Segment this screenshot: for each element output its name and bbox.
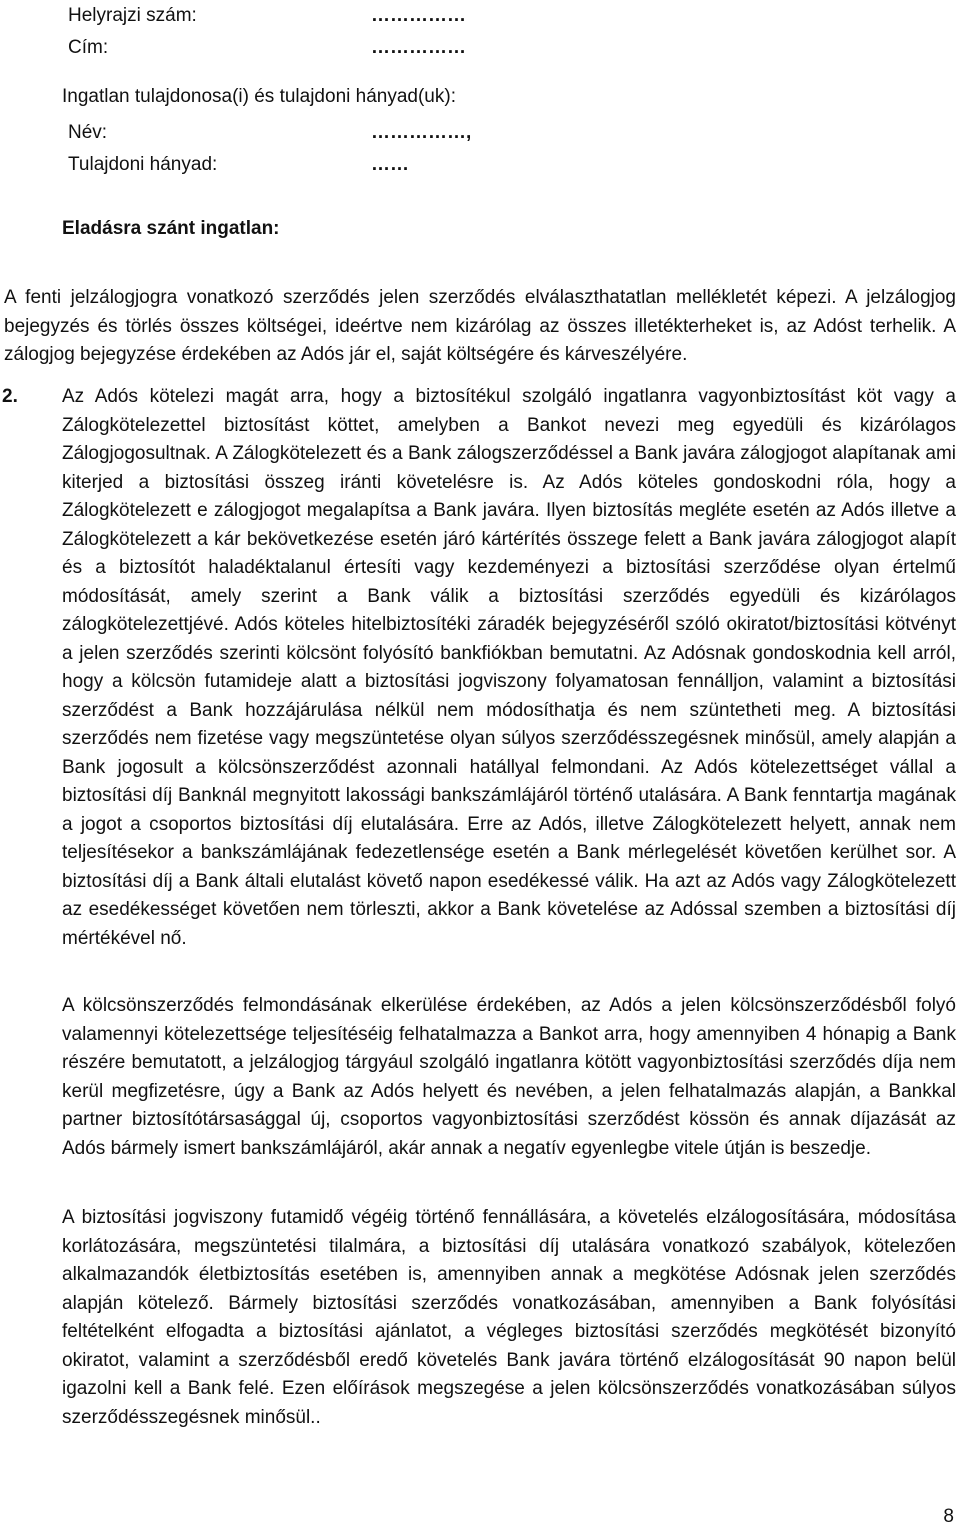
paragraph-4: A biztosítási jogviszony futamidő végéig történő fennállására, a követelés elzálogosítására, módosítása korlátozására, megszüntetési tilalmára, a biztosítási díj utalására vonatkozó szabályok, kötelezően alkalmazandók életbiztosítás esetében is, amennyiben annak a megkötése Adósnak jelen szerződés alapján kötelező. Bármely biztosítási szerződés vonatkozásában, amennyiben a Bank folyósítási feltételként elfogadta a biztosítási ajánlatot, a végleges biztosítási szerződés megkötését bizonyító okiratot, valamint a szerződésből eredő követelés Bank javára történő elzálogosítását 90 napon belül igazolni kell a Bank felé. Ezen előírások megszegése a jelen kölcsönszerződés vonatkozásában súlyos szerződésszegésnek minősül.. (62, 1207, 956, 1428)
intro-paragraph: A fenti jelzálogjogra vonatkozó szerződés jelen szerződés elválaszthatatlan mellékletét képezi. A jelzálogjog bejegyzés és törlés összes költségei, ideértve nem kizárólag az összes illetékterheket is, az Adóst terhelik. A zálogjog bejegyzése érdekében az Adós jár el, saját költségére és kárveszélyére. (4, 287, 956, 365)
hanyad-label: Tulajdoni hányad: (68, 154, 218, 175)
paragraph-3: A kölcsönszerződés felmondásának elkerülése érdekében, az Adós a jelen kölcsönszerződésből folyó valamennyi kötelezettsége teljesítéséig felhatalmazza a Bankot arra, hogy amennyiben 4 hónapig a Bank részére bemutatott, a jelzálogjog tárgyául szolgáló ingatlanra kötött vagyonbiztosítási szerződés díja nem kerül megfizetésre, úgy a Bank az Adós helyett és nevében, a jelen felhatalmazás alapján, a Bankkal partner biztosítótársasággal új, csoportos vagyonbiztosítási szerződést kössön és annak díjazását az Adós bármely ismert bankszámlájáról, akár annak a negatív egyenlegbe vitele útján is beszedje. (62, 995, 956, 1159)
paragraph-2-text: Az Adós kötelezi magát arra, hogy a biztosítékul szolgáló ingatlanra vagyonbiztosítást köt vagy a Zálogkötelezettel biztosítást köttet, amelyben a Bankot nevezi meg egyedüli és kizárólagos Zálogjogosultnak. A Zálogkötelezett és a Bank zálogszerződéssel a Bank javára zálogjogot alapítanak ami kiterjed a biztosítási összeg iránti követelésre is. Az Adós köteles gondoskodni róla, hogy a Zálogkötelezett e zálogjogot megalapítsa a Bank javára. Ilyen biztosítás megléte esetén az Adós illetve a Zálogkötelezett a kár bekövetkezése esetén járó kártérítés összege felett a Bank javára zálogjogot alapít és a biztosítót haladéktalanul értesíti vagy kezdeményezi a biztosítási szerződése olyan értelmű módosítását, amely szerint a Bank válik a biztosítási szerződés egyedüli és kizárólagos zálogkötelezettjévé. Adós köteles hitelbiztosítéki záradék bejegyzéséről szóló okiratot/biztosítási kötvényt a jelen szerződés szerinti kölcsönt folyósító bankfiókban bemutatni. Az Adósnak gondoskodnia kell arról, hogy a kölcsön futamideje alatt a biztosítási jogviszony folyamatosan fennálljon, valamint a biztosítási szerződést a Bank hozzájárulása nélkül nem módosíthatja és nem szüntetheti meg. A biztosítási szerződés nem fizetése vagy megszüntetése olyan súlyos szerződésszegésnek minősül, amely alapján a Bank jogosult a kölcsönszerződést azonnali hatállyal felmondani. Az Adós kötelezettséget vállal a biztosítási díj Banknál megnyitott lakossági bankszámlájáról történő utalására. A Bank fenntartja magának a jogot a csoportos biztosítási díj elutalására. Erre az Adós, illetve Zálogkötelezett helyett, annak nem teljesítésekor a bankszámlájának fedezetlensége esetén a Bank mérlegelését követően kerülhet sor. A biztosítási díj a Bank általi elutalást követő napon esedékessé válik. Ha azt az Adós vagy Zálogkötelezett az esedékességet követően nem törleszti, akkor a Bank követelése az Adóssal szemben a biztosítási díj mértékével nő. (62, 386, 956, 949)
owners-label: Ingatlan tulajdonosa(i) és tulajdoni hányad(uk): (62, 86, 456, 107)
helyrajzi-label: Helyrajzi szám: (68, 5, 197, 26)
nev-value: ……………, (371, 122, 472, 143)
section-heading: Eladásra szánt ingatlan: (62, 218, 280, 239)
page-number: 8 (943, 1506, 954, 1527)
nev-label: Név: (68, 122, 108, 143)
paragraph-2 (2, 383, 956, 953)
paragraph-2-number: 2. (2, 386, 18, 407)
helyrajzi-value: …………… (371, 5, 466, 26)
cim-value: …………… (371, 37, 466, 58)
hanyad-value: …… (371, 154, 409, 175)
cim-label: Cím: (68, 37, 109, 58)
